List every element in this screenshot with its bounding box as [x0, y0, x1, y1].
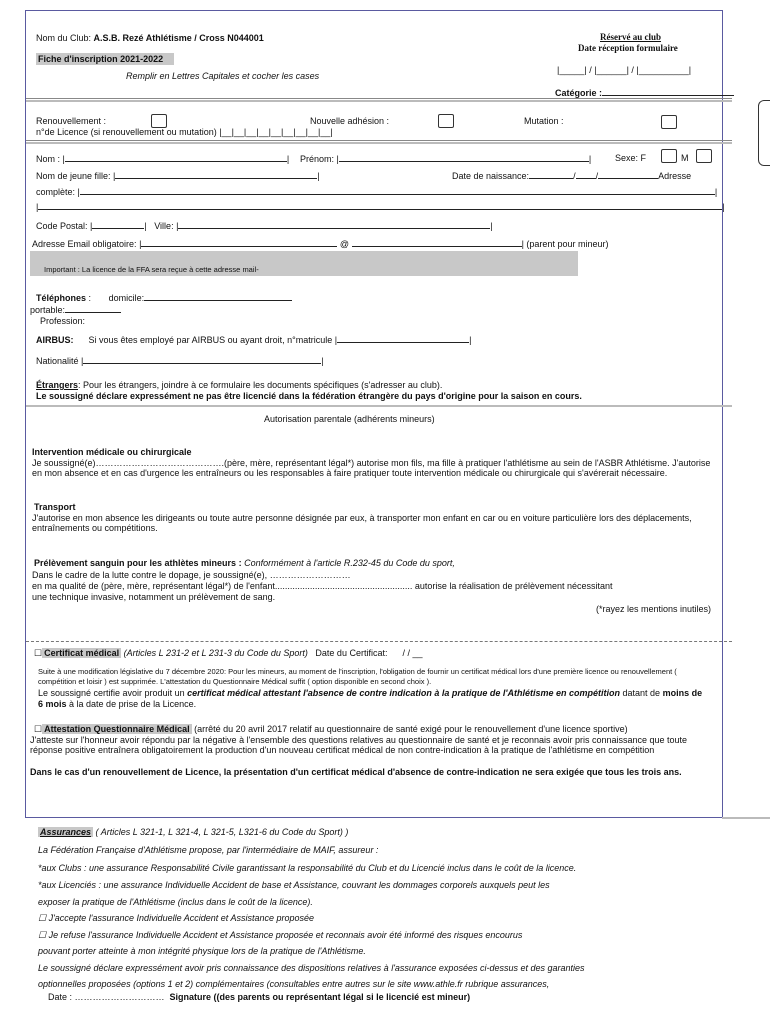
naissance-line: Date de naissance: / / Adresse — [452, 171, 692, 181]
club-label: Nom du Club: — [36, 33, 92, 43]
assurance-refuse[interactable]: ☐ Je refuse l'assurance Individuelle Accident et Assistance proposée et reconnais avoir été informé des risques encourus — [38, 930, 523, 940]
assurances-ref: ( Articles L 321-1, L 321-4, L 321-5, L321-6 du Code du Sport) ) — [95, 827, 349, 837]
categorie-label: Catégorie : — [555, 88, 603, 98]
jeune-fille-field[interactable] — [115, 170, 317, 179]
portable-line — [30, 304, 121, 315]
nouvelle-label: Nouvelle adhésion : — [310, 116, 390, 126]
nom-line: Nom : | | — [36, 154, 290, 164]
divider-5 — [722, 817, 770, 819]
club-name: A.S.B. Rezé Athlétisme / Cross N044001 — [93, 33, 264, 43]
rayez-note: (*rayez les mentions inutiles) — [596, 604, 712, 614]
instructions: Remplir en Lettres Capitales et cocher les cases — [126, 71, 320, 81]
reserved-label: Réservé au club — [600, 32, 661, 42]
autorisation-title: Autorisation parentale (adhérents mineurs) — [264, 414, 435, 424]
questionnaire-shade — [42, 724, 192, 734]
prelevement-line-1: Dans le cadre de la lutte contre le dopage, je soussigné(e), ……………………… — [32, 570, 351, 580]
intervention-title: Intervention médicale ou chirurgicale — [32, 447, 192, 457]
certifie-bold: certificat médical attestant l'absence de contre indication à la pratique de l'Athlétisme en compétition — [187, 688, 620, 698]
club-line — [36, 33, 264, 43]
sexe-label: Sexe: F — [615, 153, 647, 163]
certificat-date-label: Date du Certificat: — [315, 648, 388, 658]
certificat-shade — [42, 648, 121, 658]
certifie-months: moins de 6 mois — [38, 688, 703, 709]
nouvelle-checkbox[interactable] — [438, 114, 454, 128]
adresse-line-2: | | — [36, 202, 725, 212]
cp-field[interactable] — [92, 220, 144, 229]
signature-label[interactable]: Signature ((des parents ou représentant légal si le licencié est mineur) — [169, 992, 471, 1002]
assurance-line-3: exposer la pratique de l'Athlétisme (inclus dans le coût de la licence). — [38, 897, 313, 907]
certifie-mid: datant de — [622, 688, 661, 698]
complete-line: complète: | | — [36, 187, 718, 197]
prelevement-title: Prélèvement sanguin pour les athlètes mineurs : — [34, 558, 242, 568]
certificat-date-slots[interactable]: / / __ — [402, 648, 423, 658]
assurances-line — [38, 827, 348, 837]
categorie-field[interactable] — [602, 87, 734, 96]
naissance-month[interactable] — [576, 170, 596, 179]
portable-label: portable: — [30, 305, 66, 315]
naissance-label: Date de naissance: — [452, 171, 530, 181]
cp-label: Code Postal: — [36, 221, 88, 231]
assurances-label: Assurances — [40, 827, 92, 837]
certificat-line — [34, 648, 422, 659]
email-at: @ — [339, 239, 350, 249]
etrangers-label: Étrangers — [36, 380, 79, 390]
certifie-suffix: à la date de prise de la Licence. — [69, 699, 197, 709]
mutation-checkbox[interactable] — [661, 115, 677, 129]
assurance-line-6: pouvant porter atteinte à mon intégrité physique lors de la pratique de l'Athlétisme. — [38, 946, 366, 956]
mutation-label: Mutation : — [524, 116, 564, 126]
ville-label: Ville: — [154, 221, 174, 231]
adresse-label: Adresse — [658, 171, 692, 181]
parent-mineur: (parent pour mineur) — [526, 239, 609, 249]
important-note: Important : La licence de la FFA sera reçue à cette adresse mail- — [44, 265, 259, 274]
questionnaire-label: Attestation Questionnaire Médical — [44, 724, 190, 734]
jeune-fille-label: Nom de jeune fille: — [36, 171, 111, 181]
ville-field[interactable] — [178, 220, 490, 229]
certificat-suite: Suite à une modification législative du 7 décembre 2020: Pour les mineurs, au moment de l'inscription, l'obligation de fournir un certificat médical lors d'une première licence ou renouvellement ( compétition et loisir ) est supprimée. L'attestation du Questionnaire Médical suffit ( option disponible en second choix ). — [38, 667, 677, 686]
sexe-f-checkbox[interactable] — [661, 149, 677, 163]
airbus-line: AIRBUS: Si vous êtes employé par AIRBUS ou ayant droit, n°matricule | | — [36, 335, 472, 345]
assurance-line-7: Le soussigné déclare expressément avoir pris connaissance des dispositions relatives à l'assurance exposées ci-dessus et des garanties — [38, 963, 585, 973]
renouvellement-checkbox[interactable] — [151, 114, 167, 128]
divider-1b — [26, 100, 732, 102]
portable-field[interactable] — [65, 304, 121, 313]
jeune-fille-line: Nom de jeune fille: | | — [36, 171, 320, 181]
nationalite-field[interactable] — [83, 355, 321, 364]
questionnaire-ref: (arrêté du 20 avril 2017 relatif au questionnaire de santé exigé pour le renouvellement d'une licence sportive) — [194, 724, 628, 734]
licence-line — [36, 127, 333, 137]
email-label: Adresse Email obligatoire: — [32, 239, 137, 249]
adresse-field-2[interactable] — [38, 201, 722, 210]
prelevement-heading — [34, 558, 455, 568]
naissance-day[interactable] — [529, 170, 573, 179]
sexe-m-checkbox[interactable] — [696, 149, 712, 163]
assurance-line-8: optionnelles proposées (options 1 et 2) complémentaires (consultables entre autres sur le site www.athle.fr rubrique assurances, — [38, 979, 550, 989]
intervention-text: Je soussigné(e)…………………………………….(père, mère, représentant légal*) autorise mon fils, ma fille à pratiquer l'athlétisme au sein de l'ASBR Athlétisme. J'autorise en mon absence et en cas d'urgence les entraîneurs ou les responsables à faire pratiquer toute intervention médicale ou chirurgicale qui s'avérerait nécessaire. — [32, 458, 711, 478]
assurance-accept[interactable]: ☐ J'accepte l'assurance Individuelle Accident et Assistance proposée — [38, 913, 314, 923]
date-field[interactable]: Date : ………………………… — [48, 992, 165, 1002]
divider-4 — [26, 641, 732, 642]
assurance-line-1: *aux Clubs : une assurance Responsabilité Civile garantissant la responsabilité du Club et du Licencié inclus dans le coût de la licence. — [38, 863, 577, 873]
divider-2 — [26, 140, 732, 141]
categorie-line — [555, 87, 734, 98]
telephones-line — [36, 292, 292, 303]
etrangers-declaration: Le soussigné déclare expressément ne pas être licencié dans la fédération étrangère du pays d'origine pour la saison en cours. — [36, 391, 582, 401]
nationalite-line: Nationalité | | — [36, 356, 324, 366]
domicile-field[interactable] — [144, 292, 292, 301]
airbus-label: AIRBUS: — [36, 335, 74, 345]
certificat-certifie — [38, 688, 708, 710]
prelevement-ref: Conformément à l'article R.232-45 du Code du sport, — [244, 558, 455, 568]
divider-3 — [26, 405, 732, 407]
airbus-text: Si vous êtes employé par AIRBUS ou ayant droit, n°matricule — [88, 335, 333, 345]
airbus-matricule-field[interactable] — [337, 334, 469, 343]
email-domain-field[interactable] — [352, 238, 522, 247]
certificat-ref: (Articles L 231-2 et L 231-3 du Code du Sport) — [123, 648, 308, 658]
side-tab — [758, 100, 770, 166]
email-line: Adresse Email obligatoire: | @ | (parent pour mineur) — [32, 239, 609, 249]
prenom-line: Prénom: | | — [300, 154, 592, 164]
telephones-colon: : — [88, 293, 92, 303]
prenom-label: Prénom: — [300, 154, 335, 164]
sexe-m-label: M — [681, 153, 689, 163]
telephones-label: Téléphones — [36, 293, 87, 303]
licence-slots[interactable]: |__|__|__|__|__|__|__|__|__| — [219, 127, 333, 137]
questionnaire-bold: Dans le cas d'un renouvellement de Licence, la présentation d'un certificat médical d'absence de contre-indication ne sera exigée que tous les trois ans. — [30, 767, 682, 777]
assurance-line-2: *aux Licenciés : une assurance Individuelle Accident de base et Assistance, couvrant les dommages corporels auxquels peut les — [38, 880, 550, 890]
complete-label: complète: — [36, 187, 76, 197]
etrangers-line — [36, 380, 442, 390]
assurance-line-0: La Fédération Française d'Athlétisme propose, par l'intermédiaire de MAIF, assureur : — [38, 845, 379, 855]
cp-line: Code Postal: | | Ville: | | — [36, 221, 493, 231]
questionnaire-checkbox[interactable]: ☐ — [34, 724, 43, 734]
nom-label: Nom : — [36, 154, 61, 164]
fiche-title: Fiche d'inscription 2021-2022 — [38, 54, 164, 64]
questionnaire-line — [34, 724, 628, 735]
prelevement-line-3: une technique invasive, notamment un prélèvement de sang. — [32, 592, 276, 602]
certificat-label: Certificat médical — [44, 648, 120, 658]
prenom-field[interactable] — [339, 153, 589, 162]
adresse-field-1[interactable] — [80, 186, 715, 195]
certificat-checkbox[interactable]: ☐ — [34, 648, 43, 658]
transport-text: J'autorise en mon absence les dirigeants ou toute autre personne désignée par eux, à transporter mon enfant en car ou en voiture particulière lors des déplacements, entraînements ou compétitions. — [32, 513, 692, 533]
assurances-shade — [38, 827, 93, 837]
divider-1 — [26, 98, 732, 99]
licence-label: n°de Licence (si renouvellement ou mutation) — [36, 127, 217, 137]
email-user-field[interactable] — [141, 238, 337, 247]
prelevement-line-2: en ma qualité de (père, mère, représentant légal*) de l'enfant....................................................... autorise la réalisation de prélèvement nécessitant — [32, 581, 613, 591]
certifie-prefix: Le soussigné certifie avoir produit un — [38, 688, 185, 698]
profession-label: Profession: — [40, 316, 86, 326]
domicile-label: domicile: — [108, 293, 145, 303]
nom-field[interactable] — [65, 153, 287, 162]
reception-label: Date réception formulaire — [578, 43, 678, 53]
naissance-year[interactable] — [598, 170, 658, 179]
divider-2b — [26, 142, 732, 144]
nationalite-label: Nationalité — [36, 356, 79, 366]
questionnaire-text: J'atteste sur l'honneur avoir répondu par la négative à l'ensemble des questions relatives au questionnaire de santé et je reconnais avoir pris connaissance que toute réponse positive entraînera obligatoirement la production d'un nouveau certificat médical de non contre-indication à la pratique de l'athlétisme en compétition — [30, 735, 688, 755]
renouvellement-label: Renouvellement : — [36, 116, 107, 126]
reception-date-slots[interactable]: |_____| / |______| / |__________| — [557, 65, 692, 75]
signature-line — [48, 992, 470, 1002]
transport-title: Transport — [34, 502, 76, 512]
etrangers-text: : Pour les étrangers, joindre à ce formulaire les documents spécifiques (s'adresser au club). — [78, 380, 443, 390]
